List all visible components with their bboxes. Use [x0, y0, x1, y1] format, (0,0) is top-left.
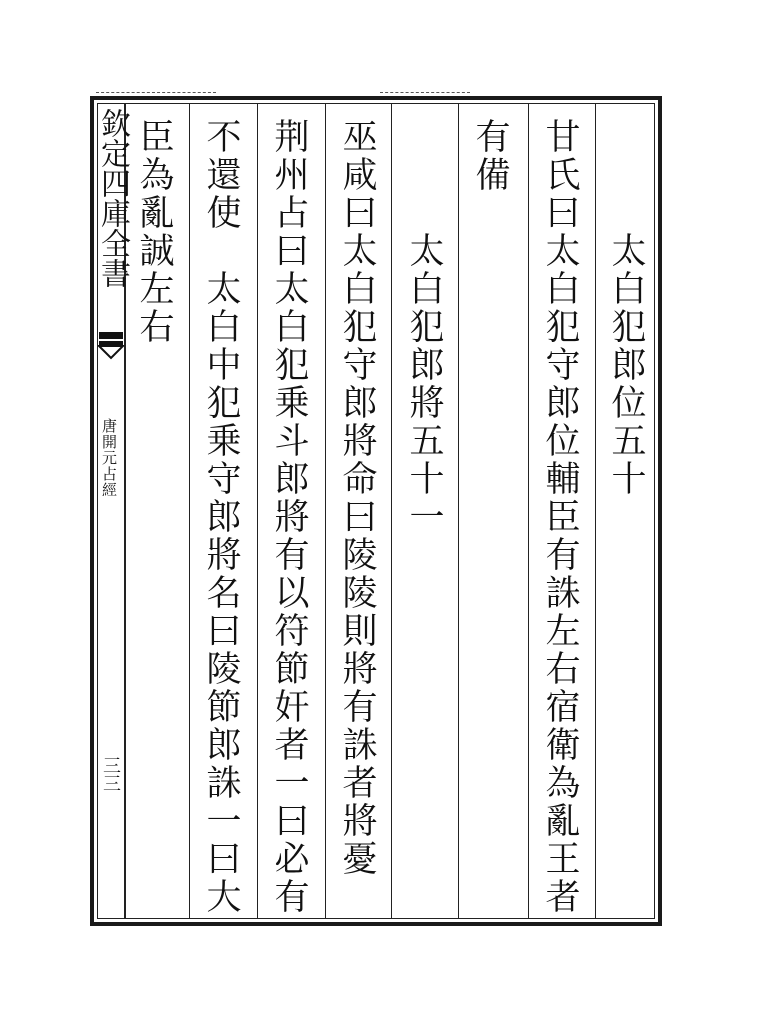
scan-noise — [380, 92, 470, 94]
column-rule — [528, 103, 529, 919]
fish-tail-ornament-icon — [98, 330, 124, 360]
column-rule — [325, 103, 326, 919]
book-subtitle: 唐開元占經 — [100, 418, 118, 498]
column-rule — [391, 103, 392, 919]
text-column: 甘氏曰太白犯守郎位輔臣有誅左右宿衛為亂王者 — [540, 118, 580, 916]
column-rule — [458, 103, 459, 919]
scan-noise — [96, 92, 216, 94]
book-title: 欽定四庫全書 — [95, 108, 130, 288]
text-column: 有備 — [470, 118, 510, 194]
text-column-heading: 太白犯郎將五十一 — [404, 232, 444, 536]
column-rule — [595, 103, 596, 919]
text-column: 巫咸曰太白犯守郎將命曰陵陵則將有誅者將憂 — [337, 118, 377, 878]
text-column-heading: 太白犯郎位五十 — [606, 232, 646, 498]
column-rule — [189, 103, 190, 919]
page-number: 三三 — [100, 756, 121, 792]
text-column: 臣為亂誠左右 — [134, 118, 174, 346]
text-column: 不還使 太白中犯乗守郎將名曰陵節郎誅一曰大 — [201, 118, 241, 916]
text-column: 荆州占曰太白犯乗斗郎將有以符節奸者一曰必有 — [269, 118, 309, 916]
column-rule — [257, 103, 258, 919]
